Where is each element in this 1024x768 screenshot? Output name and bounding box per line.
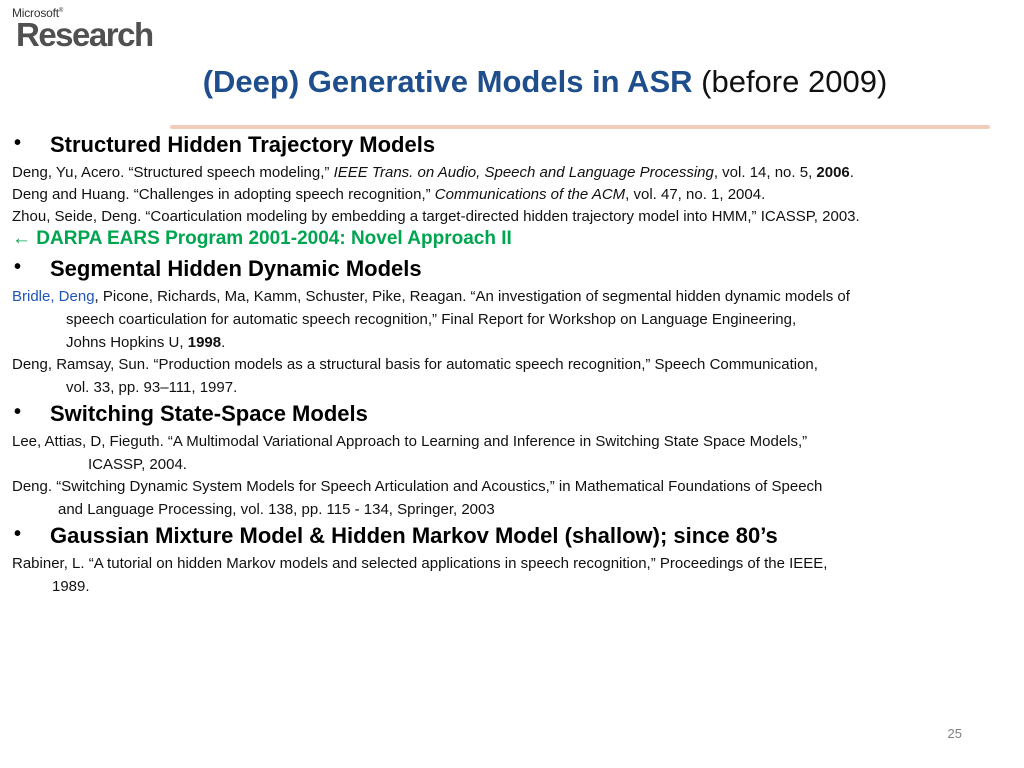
ref-text: Johns Hopkins U, [66,334,188,351]
bullet-dot: • [14,401,22,423]
ref-text: Deng, Yu, Acero. “Structured speech modeling,” [12,164,334,181]
reference-item [12,184,1017,206]
reference-continuation: vol. 33, pp. 93–111, 1997. [66,379,238,396]
title-subtitle: (before 2009) [701,64,888,99]
reference-item: Zhou, Seide, Deng. “Coarticulation modeling by embedding a target-directed hidden trajectory model into HMM,” ICASSP, 2003. [12,208,860,225]
program-note [12,228,1017,250]
section-heading: Switching State-Space Models [50,401,368,426]
highlighted-authors: Bridle, Deng [12,288,95,305]
logo-registered-mark: ® [58,8,64,14]
slide-content [12,130,1017,598]
reference-item [12,286,1017,308]
bullet-dot: • [14,523,22,545]
ref-text: . [221,334,226,351]
page-number: 25 [947,726,962,741]
bullet-heading [12,401,1017,427]
program-note-text: DARPA EARS Program 2001-2004: Novel Approach II [36,228,512,249]
logo-company: Microsoft [12,6,59,20]
reference-continuation: ICASSP, 2004. [88,456,187,473]
left-arrow-icon: ← [12,228,31,249]
ref-text: , Picone, Richards, Ma, Kamm, Schuster, Pike, Reagan. “An investigation of segmental hidden dynamic models of [94,288,850,305]
reference-continuation [12,331,1017,354]
ref-year: 2006 [816,164,850,181]
title-underline [170,125,990,129]
ref-text: . [849,164,854,181]
reference-continuation: 1989. [52,578,90,595]
section-heading: Structured Hidden Trajectory Models [50,132,436,157]
ref-text: , vol. 47, no. 1, 2004. [625,186,766,203]
title-main: (Deep) Generative Models in ASR [202,64,693,99]
microsoft-research-logo [12,6,153,53]
section-heading: Gaussian Mixture Model & Hidden Markov Model (shallow); since 80’s [50,523,778,548]
section-heading: Segmental Hidden Dynamic Models [50,256,422,281]
bullet-heading [12,523,1017,549]
ref-text: , vol. 14, no. 5, [713,164,817,181]
reference-item [12,162,1017,184]
reference-continuation: speech coarticulation for automatic speech recognition,” Final Report for Workshop on Language Engineering, [66,311,797,328]
reference-item: Deng, Ramsay, Sun. “Production models as a structural basis for automatic speech recognition,” Speech Communication, [12,356,818,373]
reference-item: Rabiner, L. “A tutorial on hidden Markov models and selected applications in speech recognition,” Proceedings of the IEEE, [12,555,828,572]
ref-year: 1998 [187,334,222,351]
reference-item: Deng. “Switching Dynamic System Models for Speech Articulation and Acoustics,” in Mathematical Foundations of Speech [12,478,823,495]
logo-division: Research [16,16,153,53]
reference-continuation: and Language Processing, vol. 138, pp. 115 - 134, Springer, 2003 [58,501,495,518]
bullet-dot: • [14,256,22,278]
ref-text: Deng and Huang. “Challenges in adopting speech recognition,” [12,186,435,203]
bullet-dot: • [14,132,22,154]
slide-title [0,64,1024,100]
ref-venue: Communications of the ACM [434,186,626,203]
ref-venue: IEEE Trans. on Audio, Speech and Language Processing [333,164,714,181]
bullet-heading [12,256,1017,282]
reference-item: Lee, Attias, D, Fieguth. “A Multimodal Variational Approach to Learning and Inference in Switching State Space Models,” [12,433,808,450]
bullet-heading [12,132,1017,158]
